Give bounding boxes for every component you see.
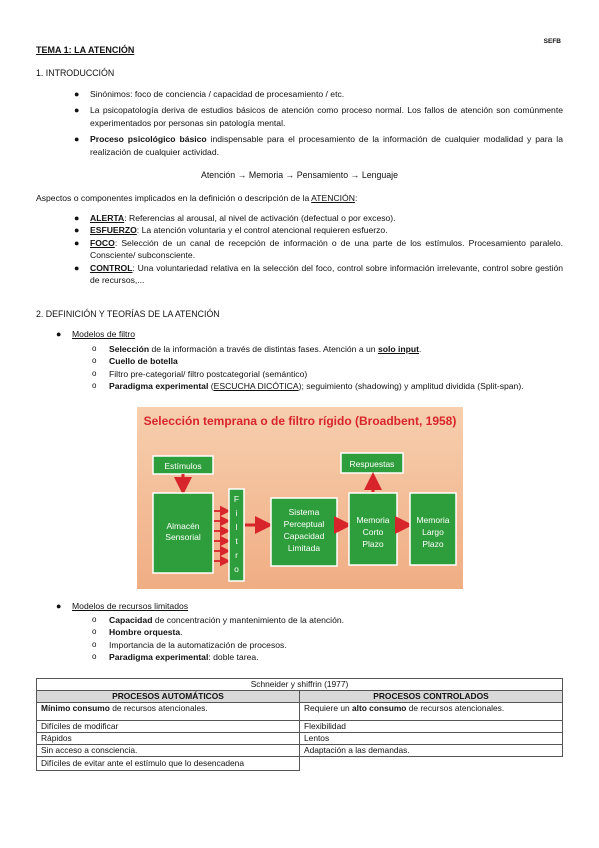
- list-item: ● Modelos de filtro: [56, 329, 136, 339]
- bullet-icon: ●: [74, 105, 80, 116]
- aspects-intro: Aspectos o componentes implicados en la definición o descripción de la ATENCIÓN:: [36, 193, 358, 203]
- bullet-icon: ●: [56, 329, 62, 339]
- bullet-icon: ●: [74, 225, 80, 236]
- bullet-icon: ●: [74, 237, 80, 248]
- svg-text:t: t: [235, 536, 238, 546]
- resource-models-sublist: [92, 614, 559, 664]
- table-row: Difíciles de evitar ante el estímulo que lo desencadena: [37, 757, 563, 771]
- list-item: o Selección de la información a través de distintas fases. Atención a un solo input.: [92, 344, 422, 354]
- circle-bullet-icon: o: [92, 627, 97, 637]
- box-memoria-largo-label: Memoria Largo Plazo: [416, 515, 450, 549]
- svg-text:i: i: [235, 508, 238, 518]
- list-item: ● ALERTA: Referencias al arousal, al nivel de activación (defectual o por exceso).: [74, 213, 396, 223]
- broadbent-filter-figure: [137, 407, 463, 589]
- circle-bullet-icon: o: [92, 615, 97, 624]
- bullet-icon: ●: [74, 262, 80, 273]
- table-caption: Schneider y shiffrin (1977): [37, 679, 563, 691]
- box-almacen-label: Almacén Sensorial: [165, 521, 201, 542]
- section-heading-introduccion: 1. INTRODUCCIÓN: [36, 68, 115, 78]
- list-item: o Hombre orquesta.: [92, 627, 183, 638]
- list-item: o Importancia de la automatización de procesos.: [92, 639, 287, 650]
- column-header-automaticos: PROCESOS AUTOMÁTICOS: [37, 691, 300, 703]
- list-item: o Filtro pre-categorial/ filtro postcategorial (semántico): [92, 368, 308, 379]
- table-row: Difíciles de modificar Flexibilidad: [37, 721, 563, 733]
- box-memoria-corto-label: Memoria Corto Plazo: [356, 515, 390, 549]
- list-item: o Paradigma experimental: doble tarea.: [92, 652, 259, 663]
- list-item: ● ESFUERZO: La atención voluntaria y el control atencional requieren esfuerzo.: [74, 225, 388, 236]
- list-item: o Paradigma experimental (ESCUCHA DICÓTICA); seguimiento (shadowing) y amplitud dividida (Split-span).: [92, 381, 524, 392]
- list-item: o Capacidad de concentración y mantenimiento de la atención.: [92, 615, 345, 625]
- filter-models: [56, 328, 562, 340]
- list-item: ● La psicopatología deriva de estudios básicos de atención como proceso normal. Los fallos de atención son comúnmente experimentados por personas sin patología mental.: [74, 105, 563, 128]
- list-item: o Cuello de botella: [92, 356, 178, 367]
- svg-text:r: r: [235, 550, 238, 560]
- table-row: Rápidos Lentos: [37, 733, 563, 745]
- process-flow: Atención → Memoria → Pensamiento → Lenguaje: [200, 170, 399, 180]
- svg-text:l: l: [235, 522, 238, 532]
- bullet-icon: ●: [74, 213, 80, 223]
- svg-text:o: o: [234, 564, 239, 574]
- bullet-icon: ●: [74, 89, 80, 99]
- header-code: SEFB: [543, 38, 561, 45]
- list-item: ● Modelos de recursos limitados: [56, 601, 189, 611]
- list-item: ● Sinónimos: foco de conciencia / capacidad de procesamiento / etc.: [74, 89, 345, 99]
- filter-models-sublist: [92, 343, 559, 393]
- list-item: ● FOCO: Selección de un canal de recepción de información o de una parte de los estímulos. Procesamiento paralelo. Consciente/ subconsciente.: [74, 237, 563, 261]
- list-item: ● CONTROL: Una voluntariedad relativa en la selección del foco, control sobre información irrelevante, control sobre gestión de recursos,...: [74, 262, 563, 286]
- section-heading-definicion: 2. DEFINICIÓN Y TEORÍAS DE LA ATENCIÓN: [36, 309, 220, 319]
- intro-bullets: [74, 88, 563, 158]
- page-title: TEMA 1: LA ATENCIÓN: [36, 45, 135, 55]
- circle-bullet-icon: o: [92, 356, 97, 366]
- comparison-table: [36, 678, 563, 771]
- circle-bullet-icon: o: [92, 381, 97, 391]
- table-row: Sin acceso a consciencia. Adaptación a las demandas.: [37, 745, 563, 757]
- column-header-controlados: PROCESOS CONTROLADOS: [300, 691, 563, 703]
- circle-bullet-icon: o: [92, 344, 97, 353]
- circle-bullet-icon: o: [92, 368, 97, 378]
- resource-models: [56, 600, 562, 612]
- box-sistema-label: Sistema Perceptual Capacidad Limitada: [283, 507, 325, 553]
- circle-bullet-icon: o: [92, 639, 97, 649]
- table-row: Mínimo consumo de recursos atencionales. Requiere un alto consumo de recursos atencionales.: [37, 703, 563, 721]
- aspects-list: [74, 212, 563, 286]
- circle-bullet-icon: o: [92, 652, 97, 662]
- box-estimulos-label: Estímulos: [164, 461, 202, 471]
- svg-text:F: F: [233, 494, 240, 504]
- figure-title: Selección temprana o de filtro rígido (Broadbent, 1958): [143, 414, 457, 428]
- bullet-icon: ●: [74, 134, 80, 145]
- bullet-icon: ●: [56, 601, 62, 611]
- list-item: ● Proceso psicológico básico indispensable para el procesamiento de la información de cualquier modalidad y para la realización de cualquier actividad.: [74, 134, 563, 157]
- box-respuestas-label: Respuestas: [349, 459, 395, 469]
